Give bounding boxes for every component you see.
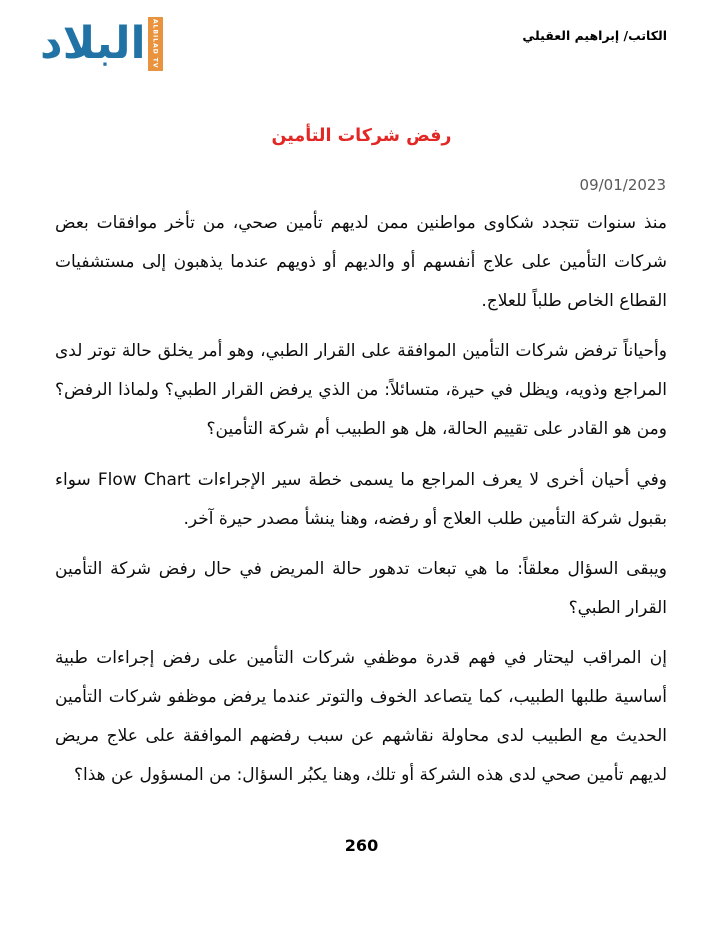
logo-orange-bar — [148, 17, 163, 71]
article-title: رفض شركات التأمين — [271, 126, 452, 146]
paragraph: وفي أحيان أخرى لا يعرف المراجع ما يسمى خطة سير الإجراءات Flow Chart سواء بقبول شركة التأمين طلب العلاج أو رفضه، وهنا ينشأ مصدر حيرة آخر. — [55, 469, 667, 529]
logo-bar-label: ALBILAD TV — [151, 19, 159, 69]
article-body — [55, 204, 667, 806]
paragraph: وأحياناً ترفض شركات التأمين الموافقة على القرار الطبي، وهو أمر يخلق حالة توتر لدى المراجع وذويه، ويظل في حيرة، متسائلاً: من الذي يرفض القرار الطبي؟ ولماذا الرفض؟ ومن هو القادر على تقييم الحالة، هل هو الطبيب أم شركة التأمين؟ — [55, 341, 667, 440]
page-number: 260 — [344, 836, 379, 855]
logo-arabic-wordmark: البلاد — [40, 18, 146, 69]
albilad-logo — [40, 14, 163, 74]
page-header — [40, 14, 667, 80]
paragraph: إن المراقب ليحتار في فهم قدرة موظفي شركات التأمين على رفض إجراءات طبية أساسية طلبها الطبيب، كما يتصاعد الخوف والتوتر عندما يرفض موظفو شركات التأمين الحديث مع الطبيب لدى محاولة نقاشهم عن سبب رفضهم الموافقة على علاج مريض لديهم تأمين صحي لدى هذه الشركة أو تلك، وهنا يكبُر السؤال: من المسؤول عن هذا؟ — [55, 647, 667, 786]
article-date: 09/01/2023 — [579, 176, 666, 194]
writer-credit: الكاتب/ إبراهيم العقيلي — [522, 28, 667, 43]
paragraph: ويبقى السؤال معلقاً: ما هي تبعات تدهور حالة المريض في حال رفض شركة التأمين القرار الطبي؟ — [55, 558, 667, 618]
paragraph: منذ سنوات تتجدد شكاوى مواطنين ممن لديهم تأمين صحي، من تأخر موافقات بعض شركات التأمين على علاج أنفسهم أو والديهم أو ذويهم عندما يذهبون إلى مستشفيات القطاع الخاص طلباً للعلاج. — [55, 213, 667, 312]
